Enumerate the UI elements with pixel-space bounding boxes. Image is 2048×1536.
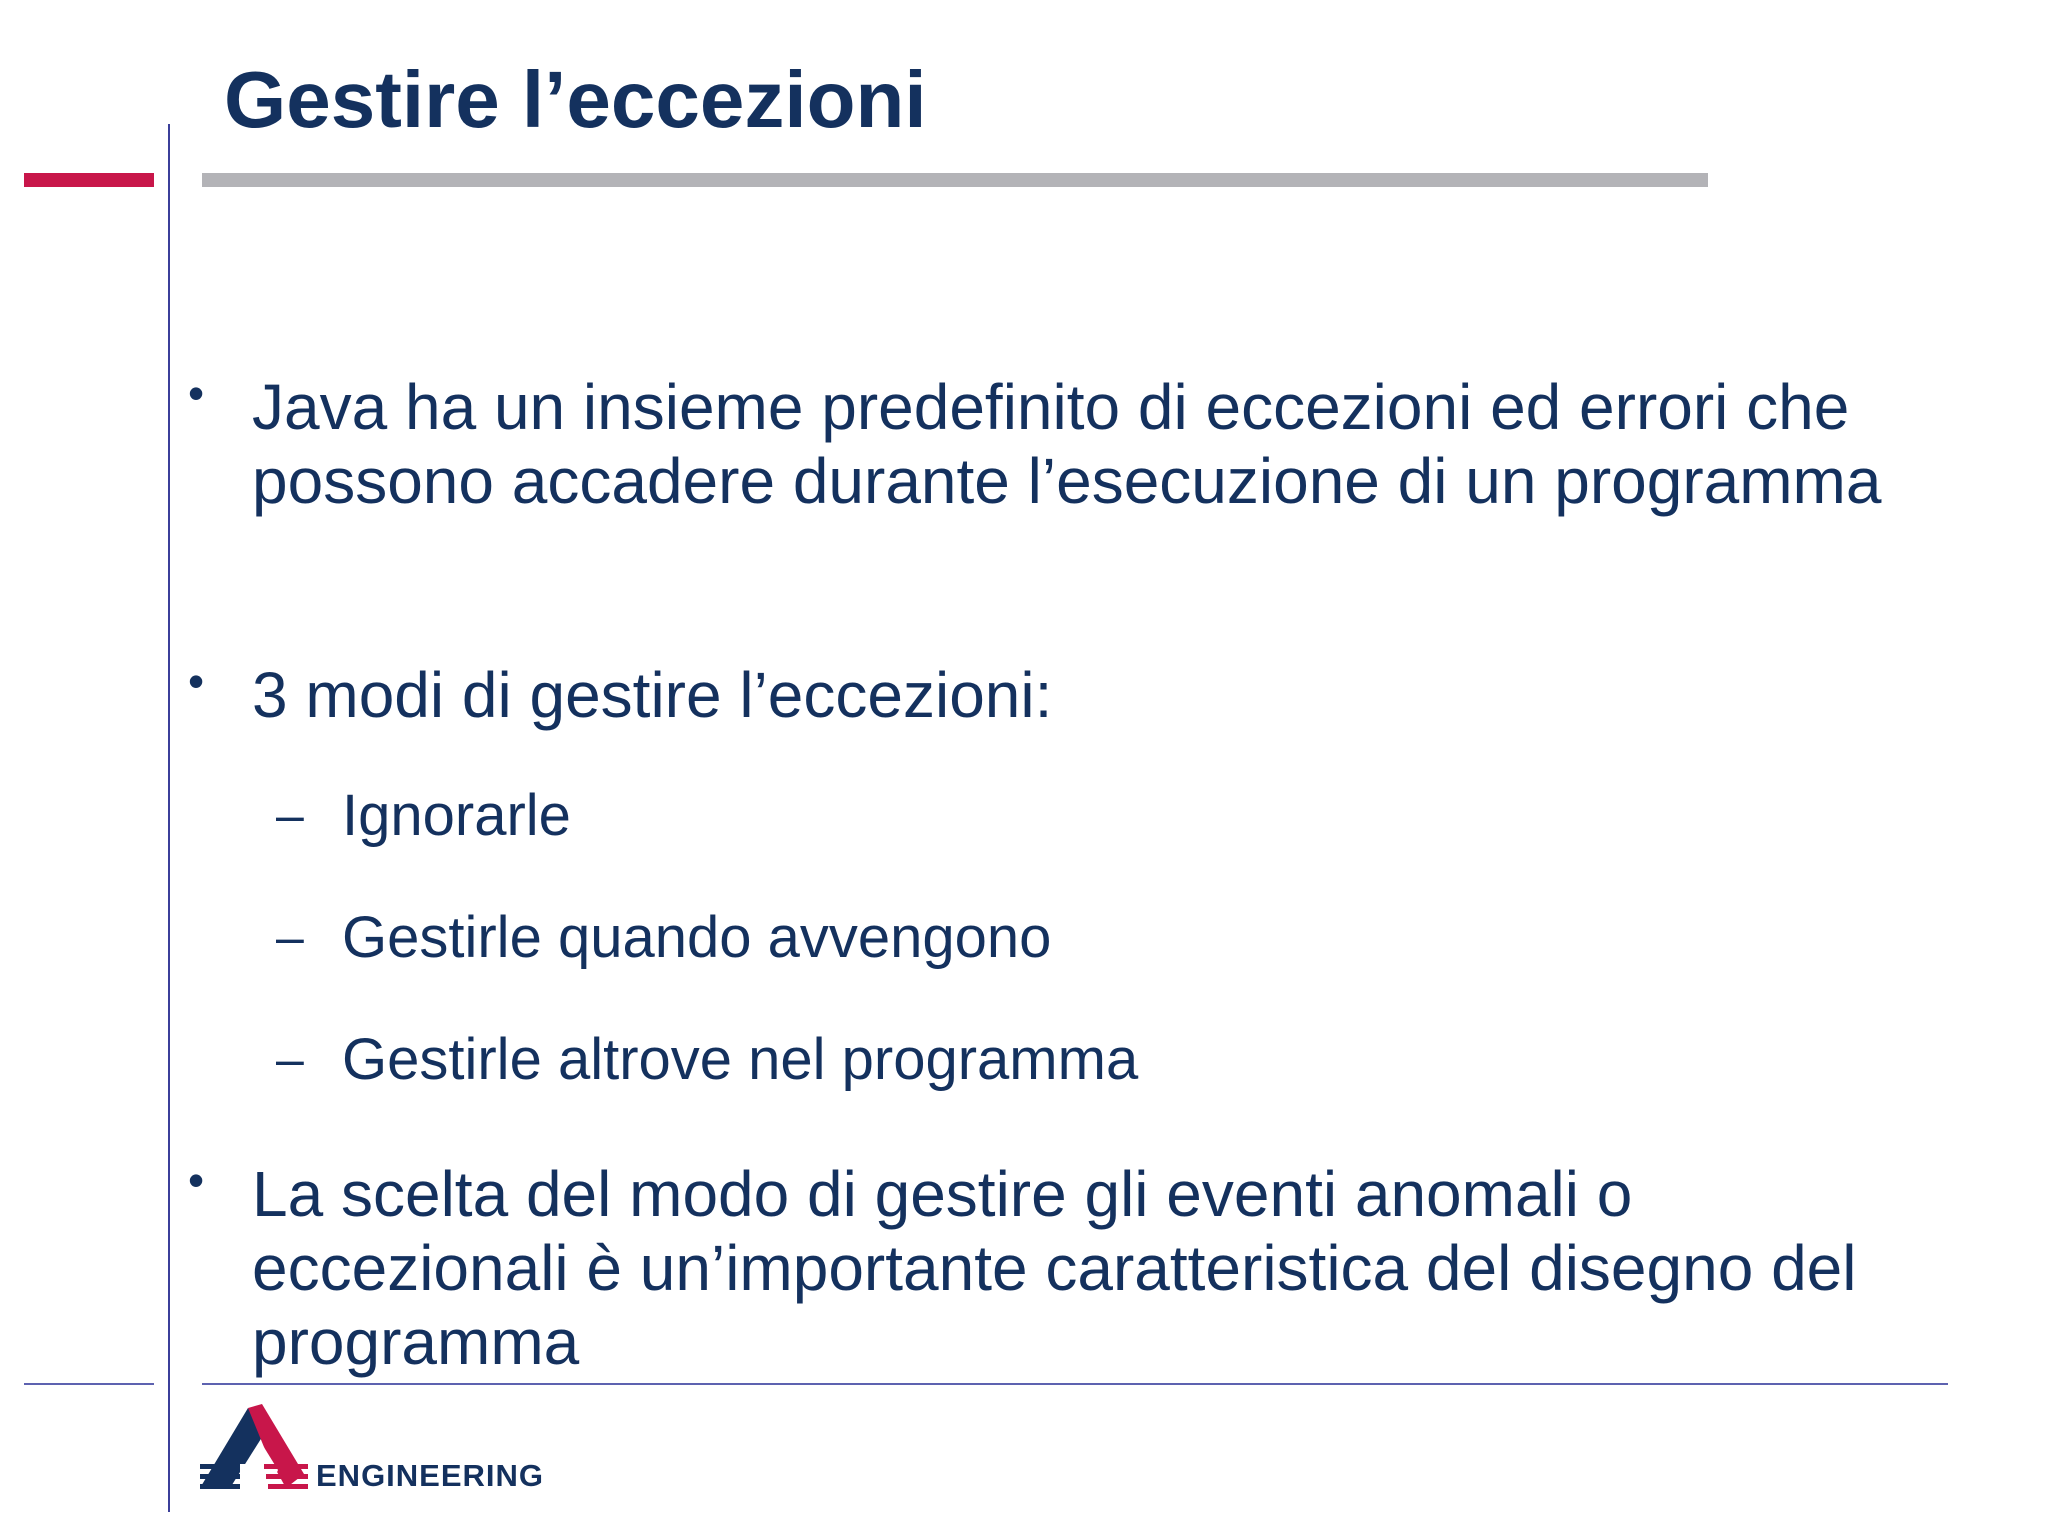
sub-item-marker: –: [276, 1031, 304, 1087]
bullet-marker: •: [187, 655, 205, 707]
sub-item-text: Gestirle quando avvengono: [342, 905, 1052, 970]
sub-item-marker: –: [276, 909, 304, 965]
bullet-marker: •: [187, 1154, 205, 1206]
sub-item-marker: –: [276, 787, 304, 843]
bullet-text: 3 modi di gestire l’eccezioni:: [252, 659, 1053, 731]
slide-title: Gestire l’eccezioni: [224, 55, 927, 144]
logo-wordmark: ENGINEERING: [316, 1458, 545, 1493]
left-vertical-rule: [168, 124, 170, 1512]
bullet-text: La scelta del modo di gestire gli eventi anomali o eccezionali è un’importante caratteristica del disegno del programma: [252, 1158, 1857, 1378]
sub-item-text: Ignorarle: [342, 783, 571, 848]
title-accent-bar: [24, 173, 154, 187]
footer-rule-right: [202, 1383, 1948, 1385]
bullet-text: Java ha un insieme predefinito di eccezioni ed errori che possono accadere durante l’esecuzione di un programma: [252, 371, 1882, 517]
bullet-marker: •: [187, 367, 205, 419]
sub-item-text: Gestirle altrove nel programma: [342, 1027, 1139, 1092]
title-divider-bar: [202, 173, 1708, 187]
footer-rule-left: [24, 1383, 154, 1385]
